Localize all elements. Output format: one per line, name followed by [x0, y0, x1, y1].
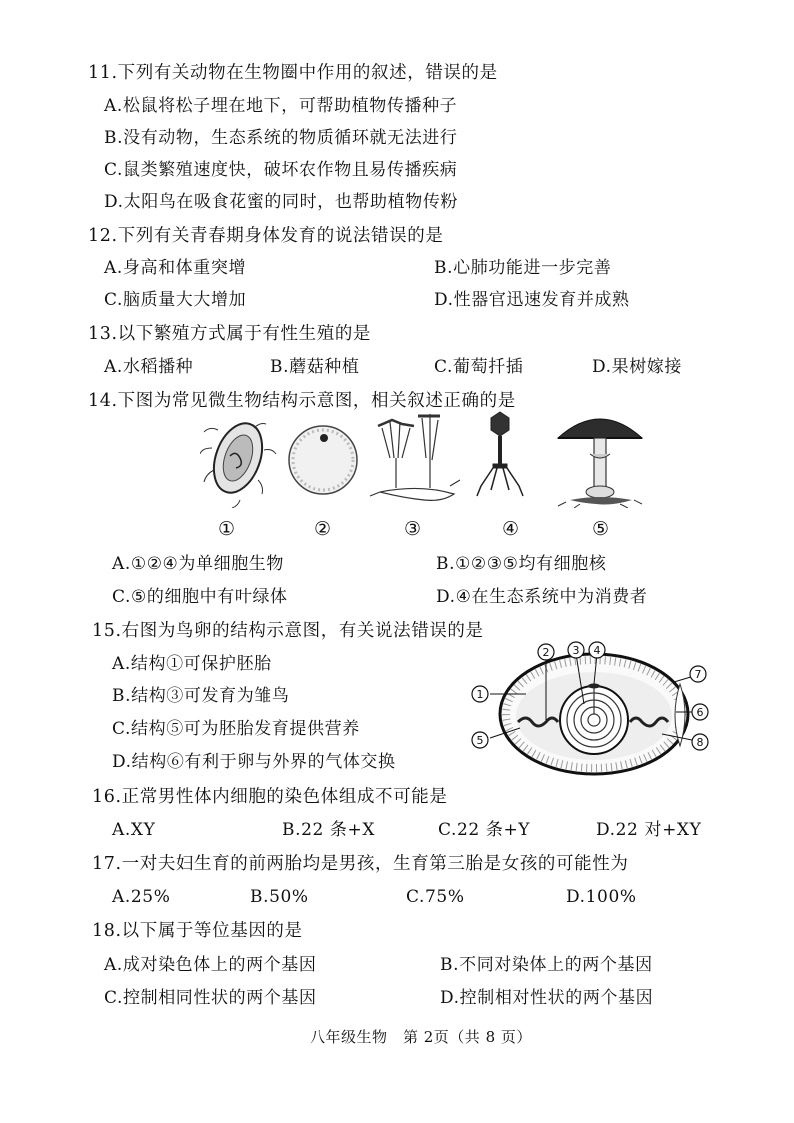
question-15-option-b: B.结构③可发育为雏鸟	[112, 686, 290, 706]
question-11-stem: 11.下列有关动物在生物圈中作用的叙述，错误的是	[88, 63, 498, 83]
question-12-option-d: D.性器官迅速发育并成熟	[434, 290, 630, 310]
question-15-option-c: C.结构⑤可为胚胎发育提供营养	[112, 719, 360, 739]
question-16-option-b: B.22 条+X	[282, 820, 376, 840]
egg-label-1: 1	[476, 688, 484, 701]
question-13-option-c: C.葡萄扦插	[434, 357, 524, 377]
question-14-stem: 14.下图为常见微生物结构示意图，相关叙述正确的是	[88, 391, 516, 411]
question-14-option-c: C.⑤的细胞中有叶绿体	[112, 587, 288, 607]
question-13-option-d: D.果树嫁接	[592, 357, 683, 377]
bacterium-image	[200, 417, 276, 508]
question-18-stem: 18.以下属于等位基因的是	[92, 921, 303, 941]
question-17-option-c: C.75%	[406, 887, 465, 907]
question-18-option-b: B.不同对染体上的两个基因	[440, 955, 653, 975]
question-11-option-a: A.松鼠将松子埋在地下，可帮助植物传播种子	[104, 96, 458, 116]
question-13-option-b: B.蘑菇种植	[270, 357, 360, 377]
question-14-option-d: D.④在生态系统中为消费者	[436, 587, 648, 607]
yeast-image	[289, 426, 357, 494]
question-18-option-c: C.控制相同性状的两个基因	[104, 988, 317, 1008]
egg-label-7: 7	[694, 668, 702, 681]
question-12-option-b: B.心肺功能进一步完善	[434, 258, 612, 278]
figure-label-1: ①	[218, 518, 236, 540]
question-11-option-b: B.没有动物，生态系统的物质循环就无法进行	[104, 128, 458, 148]
question-18-option-a: A.成对染色体上的两个基因	[104, 955, 317, 975]
figure-label-5: ⑤	[592, 518, 610, 540]
figure-label-4: ④	[502, 518, 520, 540]
question-17-option-d: D.100%	[566, 887, 637, 907]
microorganism-figure	[200, 408, 650, 508]
question-15-stem: 15.右图为鸟卵的结构示意图，有关说法错误的是	[92, 621, 484, 641]
question-14-option-a: A.①②④为单细胞生物	[112, 554, 285, 574]
question-15-option-a: A.结构①可保护胚胎	[112, 654, 272, 674]
bacteriophage-image	[477, 412, 523, 496]
question-17-option-b: B.50%	[250, 887, 309, 907]
question-12-option-c: C.脑质量大大增加	[104, 290, 247, 310]
egg-label-5: 5	[476, 734, 484, 747]
egg-label-3: 3	[572, 644, 580, 657]
figure-label-3: ③	[404, 518, 422, 540]
question-11-option-c: C.鼠类繁殖速度快，破坏农作物且易传播疾病	[104, 160, 458, 180]
mushroom-image	[558, 419, 642, 508]
question-12-option-a: A.身高和体重突增	[104, 258, 247, 278]
question-18-option-d: D.控制相对性状的两个基因	[440, 988, 654, 1008]
figure-label-2: ②	[314, 518, 332, 540]
question-15-option-d: D.结构⑥有利于卵与外界的气体交换	[112, 752, 396, 772]
question-13-stem: 13.以下繁殖方式属于有性生殖的是	[88, 324, 372, 344]
egg-label-8: 8	[696, 736, 704, 749]
page-footer: 八年级生物 第 2页（共 8 页）	[310, 1028, 532, 1046]
question-16-option-a: A.XY	[112, 820, 156, 840]
question-16-option-d: D.22 对+XY	[596, 820, 702, 840]
egg-label-2: 2	[542, 646, 550, 659]
question-14-option-b: B.①②③⑤均有细胞核	[436, 554, 607, 574]
question-17-stem: 17.一对夫妇生育的前两胎均是男孩，生育第三胎是女孩的可能性为	[92, 854, 629, 874]
question-11-option-d: D.太阳鸟在吸食花蜜的同时，也帮助植物传粉	[104, 192, 459, 212]
question-13-option-a: A.水稻播种	[104, 357, 194, 377]
mold-image	[370, 414, 460, 500]
question-16-stem: 16.正常男性体内细胞的染色体组成不可能是	[92, 787, 448, 807]
question-17-option-a: A.25%	[112, 887, 171, 907]
question-12-stem: 12.下列有关青春期身体发育的说法错误的是	[88, 226, 444, 246]
egg-label-4: 4	[593, 644, 601, 657]
egg-label-6: 6	[696, 706, 704, 719]
question-16-option-c: C.22 条+Y	[438, 820, 531, 840]
bird-egg-figure	[466, 640, 712, 780]
